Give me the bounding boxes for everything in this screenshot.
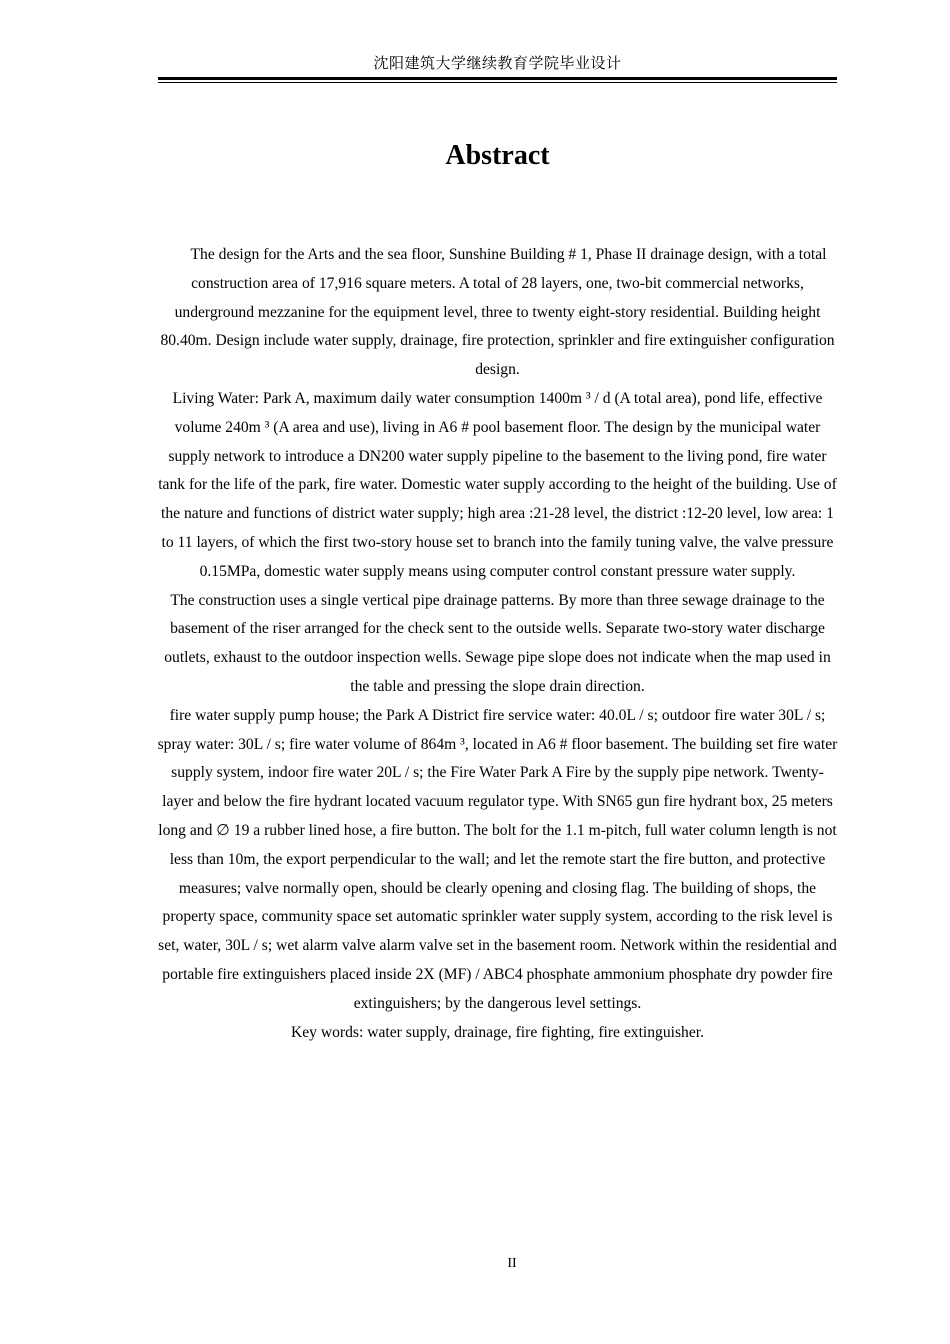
abstract-keywords: Key words: water supply, drainage, fire fighting, fire extinguisher.: [291, 1023, 704, 1041]
abstract-paragraph-drainage: The construction uses a single vertical pipe drainage patterns. By more than three sewage drainage to the basement of the riser arranged for the check sent to the outside wells. Separate two-story water discharge outlets, exhaust to the outdoor inspection wells. Sewage pipe slope does not indicate when the map used in the table and pressing the slope drain direction.: [164, 591, 831, 695]
header-rule-thick: [158, 77, 837, 80]
abstract-title: Abstract: [445, 140, 550, 171]
abstract-paragraph-living-water: Living Water: Park A, maximum daily water consumption 1400m ³ / d (A total area), pond life, effective volume 240m ³ (A area and use), living in A6 # pool basement floor. The design by the municipal water supply network to introduce a DN200 water supply pipeline to the basement to the living pond, fire water tank for the life of the park, fire water. Domestic water supply according to the height of the building. Use of the nature and functions of district water supply; high area :21-28 level, the district :12-20 level, low area: 1 to 11 layers, of which the first two-story house set to branch into the family tuning valve, the valve pressure 0.15MPa, domestic water supply means using computer control constant pressure water supply.: [158, 389, 837, 580]
abstract-paragraph-fire-water: fire water supply pump house; the Park A District fire service water: 40.0L / s; outdoor fire water 30L / s; spray water: 30L / s; fire water volume of 864m ³, located in A6 # floor basement. The building set fire water supply system, indoor fire water 20L / s; the Fire Water Park A Fire by the supply pipe network. Twenty-layer and below the fire hydrant located vacuum regulator type. With SN65 gun fire hydrant box, 25 meters long and ∅ 19 a rubber lined hose, a fire button. The bolt for the 1.1 m-pitch, full water column length is not less than 10m, the export perpendicular to the wall; and let the remote start the fire button, and protective measures; valve normally open, should be clearly opening and closing flag. The building of shops, the property space, community space set automatic sprinkler water supply system, according to the risk level is set, water, 30L / s; wet alarm valve alarm valve set in the basement room. Network within the residential and portable fire extinguishers placed inside 2X (MF) / ABC4 phosphate ammonium phosphate dry powder fire extinguishers; by the dangerous level settings.: [157, 706, 838, 1012]
page-number: II: [507, 1256, 517, 1271]
abstract-body: [156, 241, 839, 1047]
header-rule-thin: [158, 82, 837, 83]
page-header: 沈阳建筑大学继续教育学院毕业设计: [373, 54, 622, 72]
abstract-paragraph-overview: The design for the Arts and the sea floor, Sunshine Building # 1, Phase II drainage design, with a total construction area of 17,916 square meters. A total of 28 layers, one, two-bit commercial networks, underground mezzanine for the equipment level, three to twenty eight-story residential. Building height 80.40m. Design include water supply, drainage, fire protection, sprinkler and fire extinguisher configuration design.: [160, 246, 835, 379]
